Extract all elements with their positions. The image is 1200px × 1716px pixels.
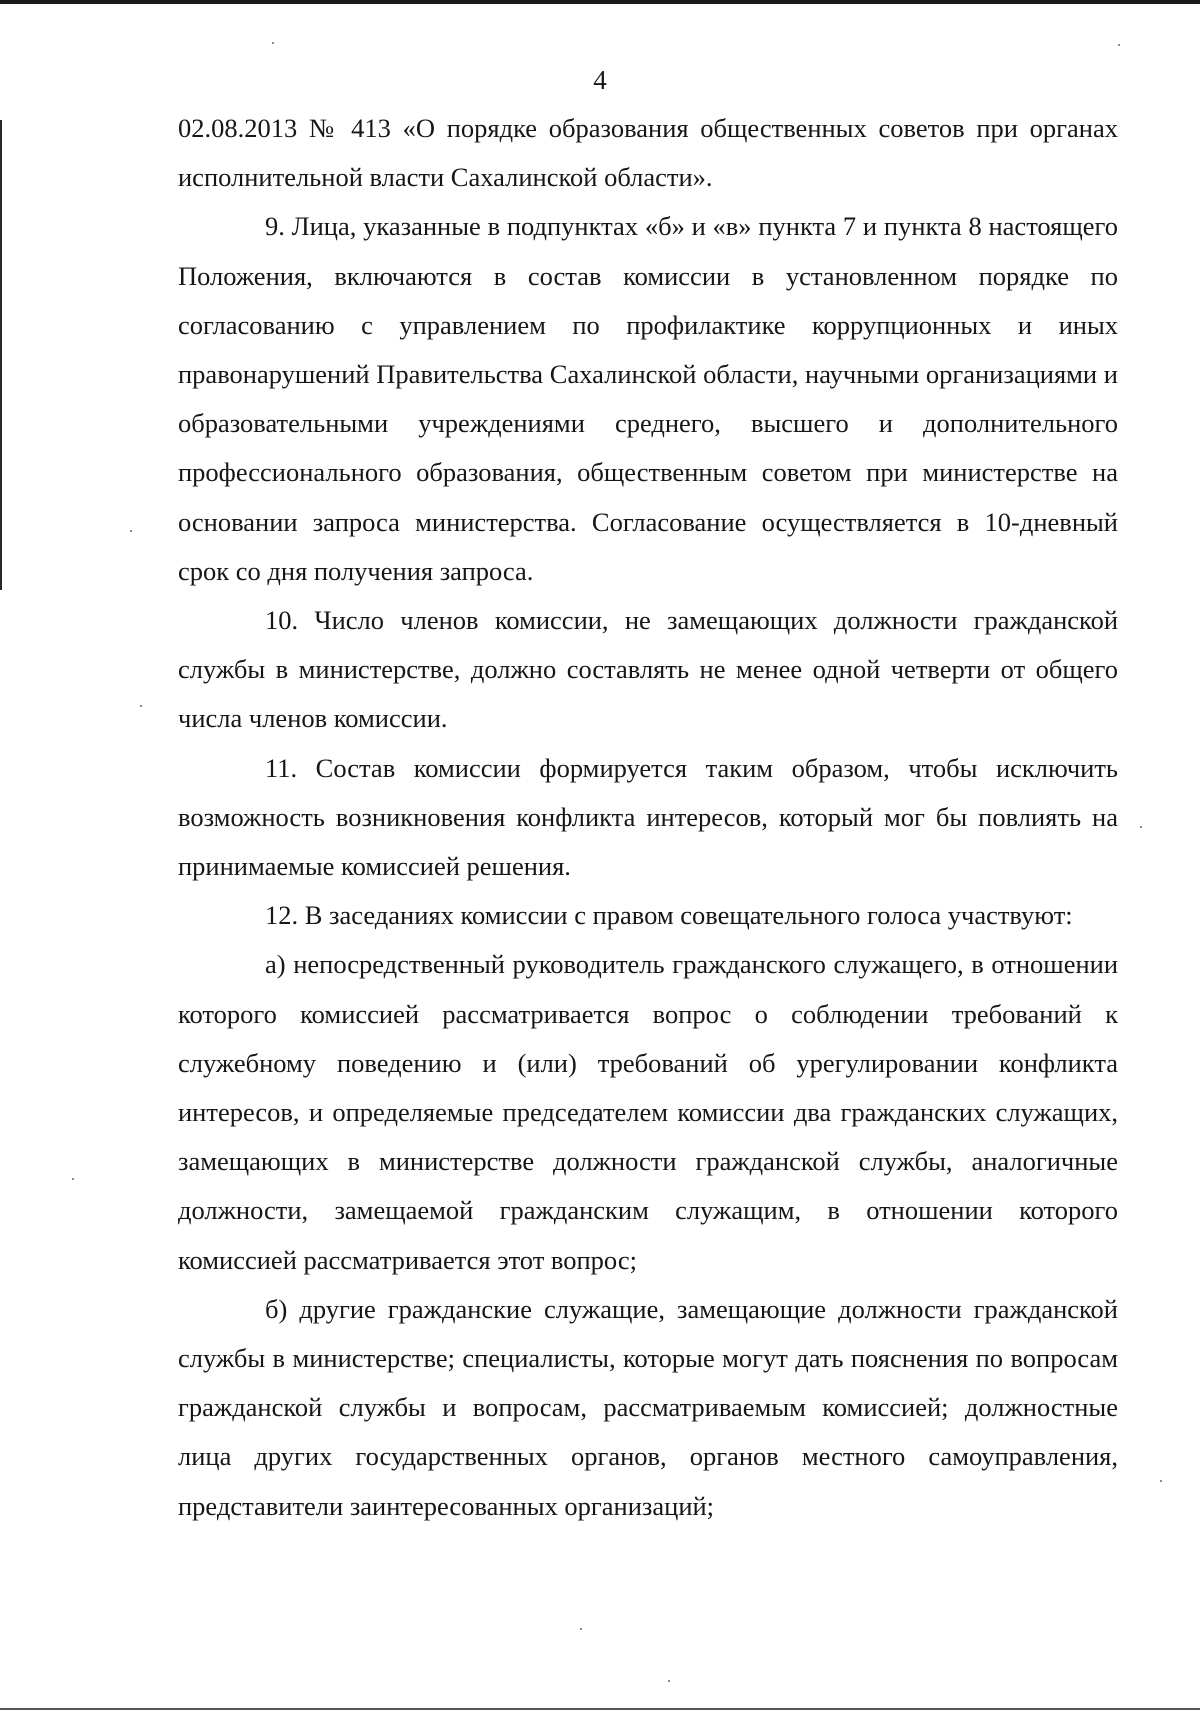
paragraph-12-item-a: а) непосредственный руководитель гражданского служащего, в отношении которого комиссией рассматривается вопрос о соблюдении требований к служебному поведению и (или) требований об урегулировании конфликта интересов, и определяемые председателем комиссии два гражданских служащих, замещающих в министерстве должности гражданской службы, аналогичные должности, замещаемой гражданским служащим, в отношении которого комиссией рассматривается этот вопрос;: [178, 949, 1118, 1275]
paragraph-12-item-b: б) другие гражданские служащие, замещающие должности гражданской службы в министерстве; специалисты, которые могут дать пояснения по вопросам гражданской службы и вопросам, рассматриваемым комиссией; должностные лица других государственных органов, органов местного самоуправления, представители заинтересованных организаций;: [178, 1293, 1118, 1521]
scan-speck: [580, 1628, 582, 1630]
paragraph-11: 11. Состав комиссии формируется таким образом, чтобы исключить возможность возникновения конфликта интересов, который мог бы повлиять на принимаемые комиссией решения.: [178, 752, 1118, 882]
paragraph-12: 12. В заседаниях комиссии с правом совещательного голоса участвуют:: [265, 900, 1073, 931]
scan-left-border: [0, 120, 2, 590]
scan-top-border: [0, 0, 1200, 4]
scan-speck: [1140, 826, 1142, 828]
paragraph-10: 10. Число членов комиссии, не замещающих должности гражданской службы в министерстве, должно составлять не менее одной четверти от общего числа членов комиссии.: [178, 605, 1118, 734]
scan-speck: [140, 705, 142, 707]
page-number: 4: [593, 65, 607, 95]
document-body: [178, 104, 1118, 1531]
scan-speck: [272, 42, 274, 44]
scan-speck: [1118, 44, 1120, 46]
scan-bottom-border: [0, 1708, 1200, 1710]
paragraph-9: 9. Лица, указанные в подпунктах «б» и «в» пункта 7 и пункта 8 настоящего Положения, включаются в состав комиссии в установленном порядке по согласованию с управлением по профилактике коррупционных и иных правонарушений Правительства Сахалинской области, научными организациями и образовательными учреждениями среднего, высшего и дополнительного профессионального образования, общественным советом при министерстве на основании запроса министерства. Согласование осуществляется в 10-дневный срок со дня получения запроса.: [178, 211, 1118, 586]
scan-speck: [72, 1178, 74, 1180]
scan-speck: [668, 1680, 670, 1682]
scan-speck: [1160, 1480, 1162, 1482]
paragraph-continuation: 02.08.2013 № 413 «О порядке образования общественных советов при органах исполнительной власти Сахалинской области».: [178, 113, 1118, 193]
scan-speck: [130, 530, 132, 532]
